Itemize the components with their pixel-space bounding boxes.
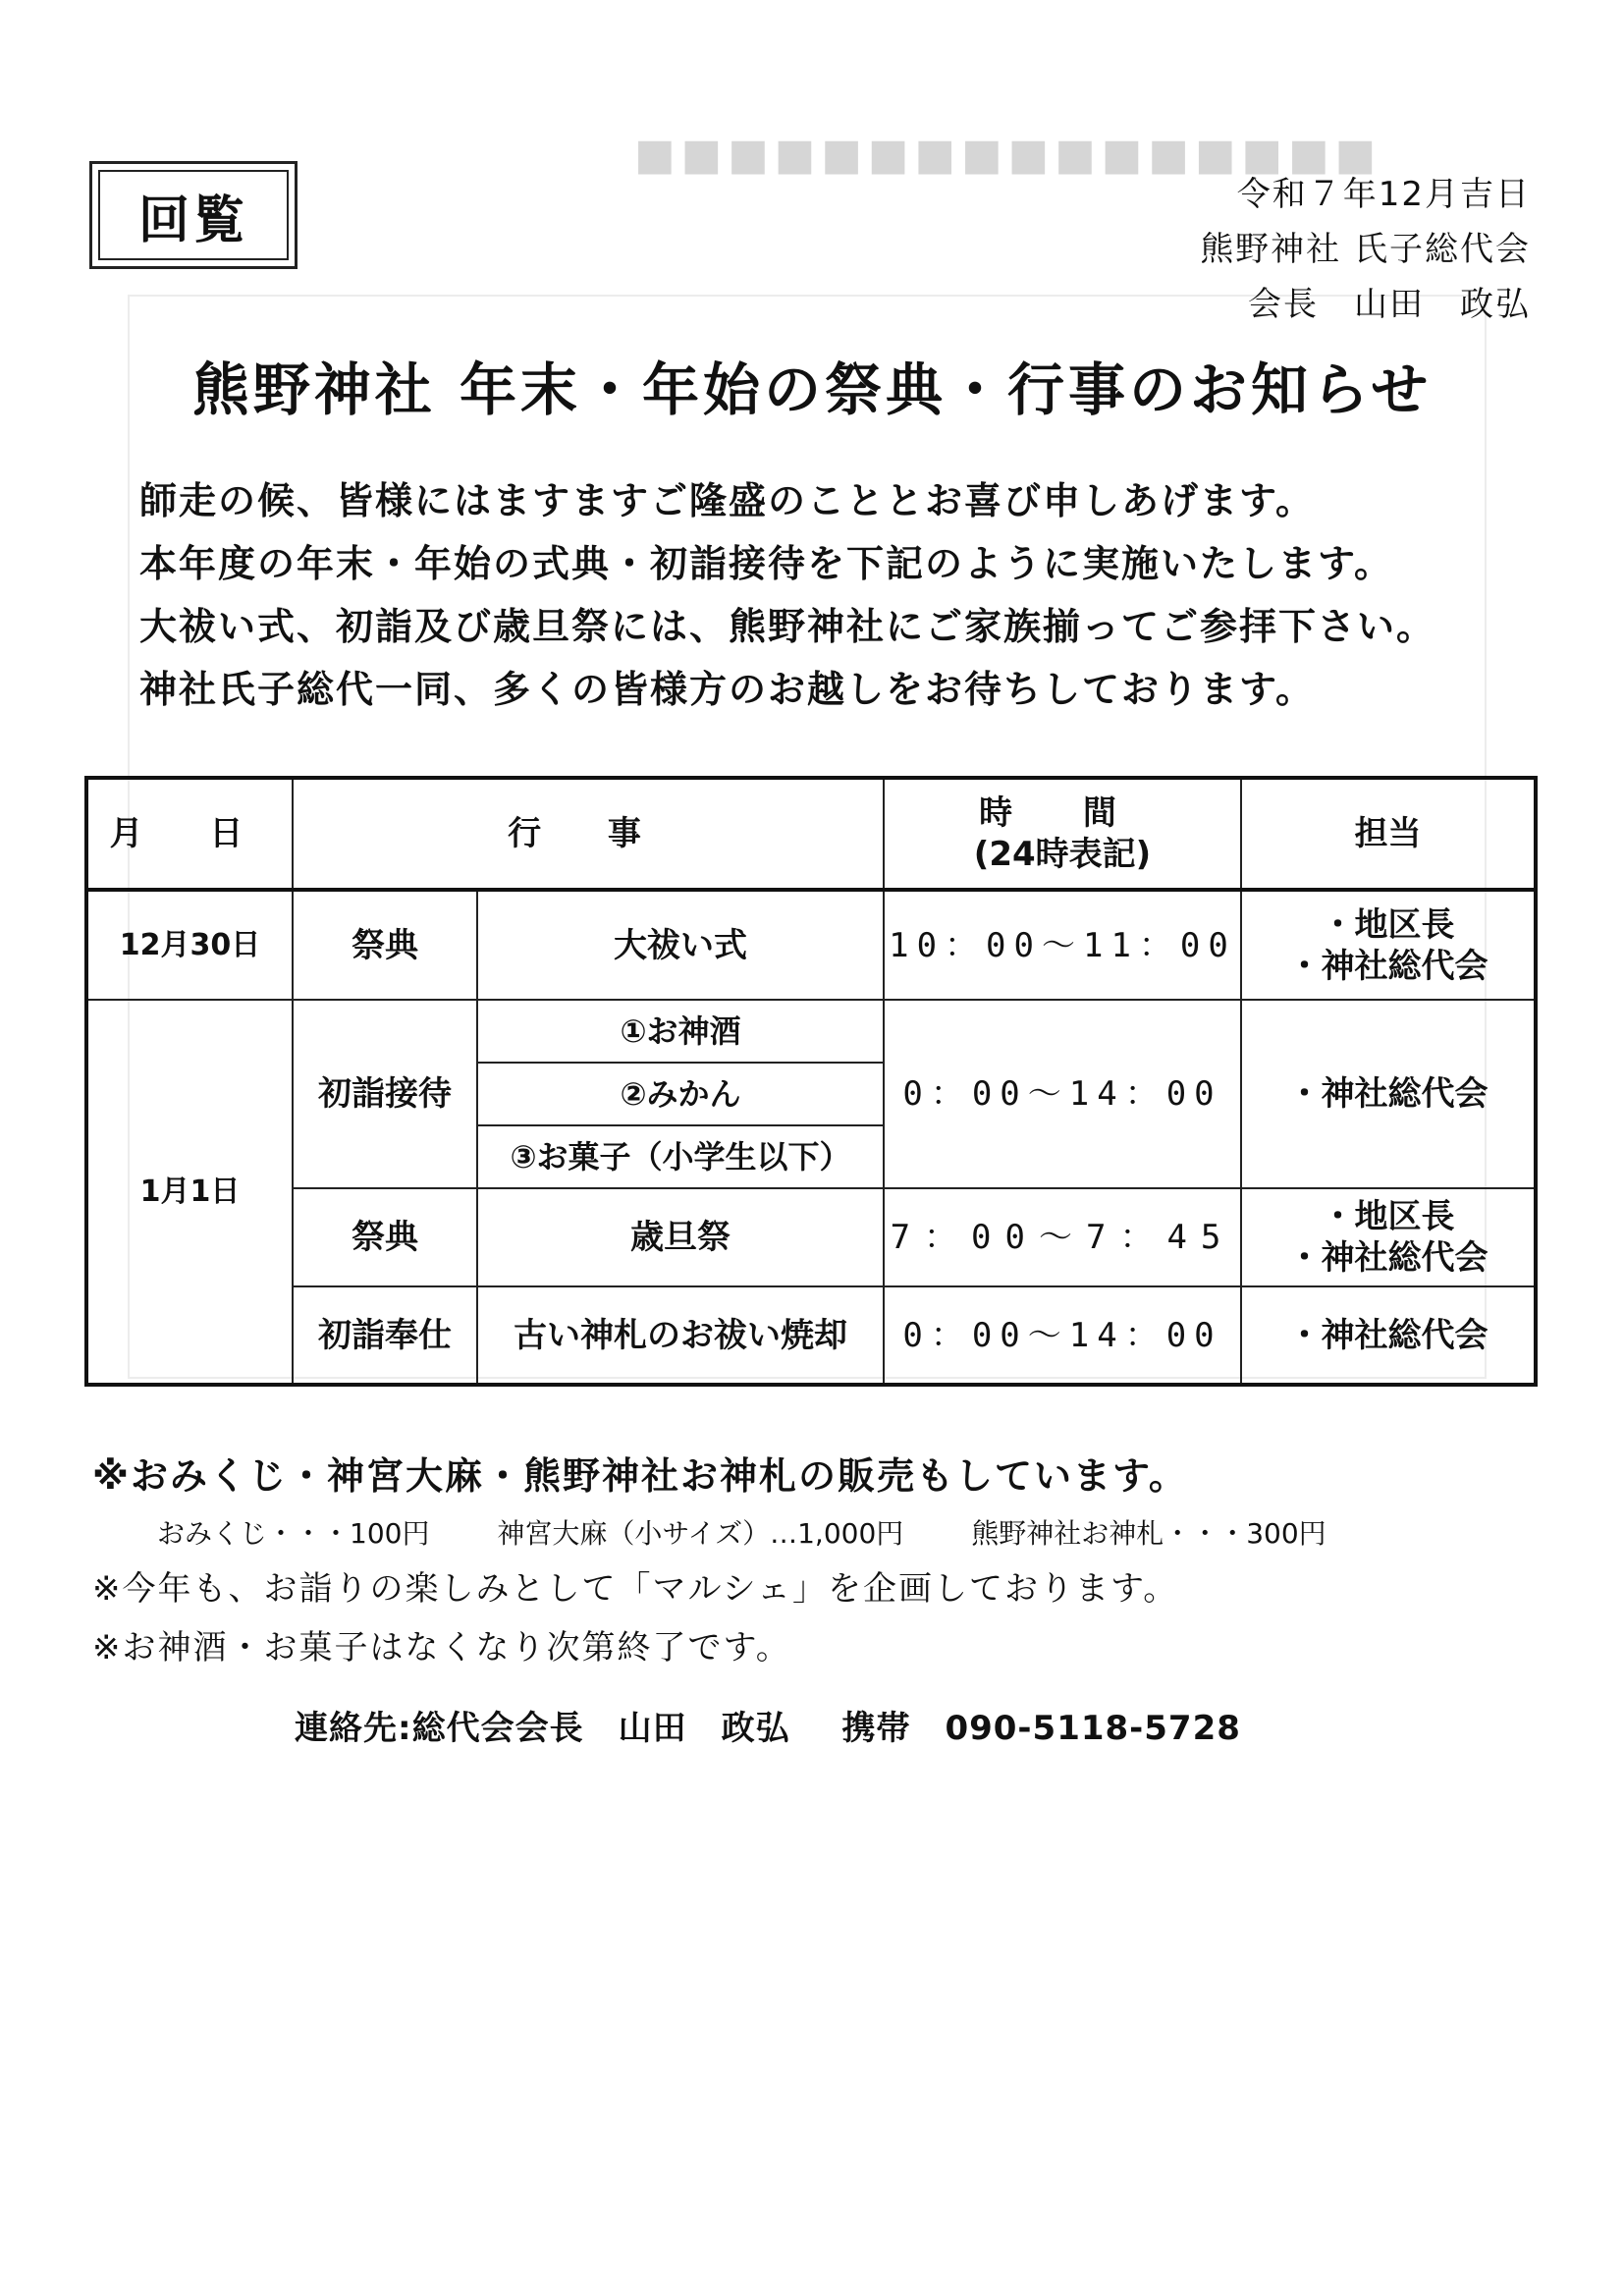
contact-name: 連絡先:総代会会長 山田 政弘 [295,1709,790,1748]
cell-time: 10：00～11：00 [884,890,1241,1000]
sales-note: ※おみくじ・神宮大麻・熊野神社お神札の販売もしています。 [92,1454,1188,1498]
bleed-through-text: ■■■■■■■■■■■■■■■■ [628,130,1377,180]
intro-line: 大祓い式、初詣及び歳旦祭には、熊野神社にご家族揃ってご参拝下さい。 [139,605,1436,648]
cell-item: ③お菓子（小学生以下） [477,1125,884,1188]
header-date: 月 日 [86,778,293,890]
contact-info [295,1701,1280,1749]
table-row [86,890,1536,1000]
cell-time: 0：00～14：00 [884,1000,1241,1188]
header-person: 担当 [1241,778,1536,890]
price-taima: 神宮大麻（小サイズ）…1,000円 [497,1517,904,1550]
table-header-row [86,778,1536,890]
cell-date: 1月1日 [86,1000,293,1385]
cell-type: 初詣奉仕 [293,1286,477,1385]
cell-event: 古い神札のお祓い焼却 [477,1286,884,1385]
table-row [86,1286,1536,1385]
intro-paragraph [139,469,1435,721]
header-event: 行 事 [293,778,884,890]
cell-item: ②みかん [477,1063,884,1125]
cell-event: 大祓い式 [477,890,884,1000]
price-omikuji: おみくじ・・・100円 [157,1517,430,1550]
cell-item: ①お神酒 [477,1000,884,1063]
sender-block [1200,167,1531,332]
intro-line: 師走の候、皆様にはますますご隆盛のこととお喜び申しあげます。 [139,479,1315,522]
page-title: 熊野神社 年末・年始の祭典・行事のお知らせ [191,356,1433,423]
cell-event: 歳旦祭 [477,1188,884,1286]
cell-type: 祭典 [293,1188,477,1286]
sender-organization: 熊野神社 氏子総代会 [1200,230,1531,269]
cell-person: ・地区長 ・神社総代会 [1241,1188,1536,1286]
circulation-stamp [89,161,298,269]
cell-type: 祭典 [293,890,477,1000]
cell-person: ・神社総代会 [1241,1286,1536,1385]
cell-person: ・神社総代会 [1241,1000,1536,1188]
circulation-stamp-label: 回覧 [98,170,289,260]
marche-note: ※今年も、お詣りの楽しみとして「マルシェ」を企画しております。 [92,1569,1179,1609]
cell-date: 12月30日 [86,890,293,1000]
issue-date: 令和７年12月吉日 [1236,175,1531,214]
intro-line: 本年度の年末・年始の式典・初詣接待を下記のように実施いたします。 [139,542,1393,585]
sender-chair: 会長 山田 政弘 [1248,285,1531,324]
intro-line: 神社氏子総代一同、多くの皆様方のお越しをお待ちしております。 [139,668,1315,711]
contact-phone: 携帯 090-5118-5728 [841,1709,1241,1748]
schedule-table [84,776,1538,1387]
price-ofuda: 熊野神社お神札・・・300円 [971,1517,1326,1550]
cell-time: 0：00～14：00 [884,1286,1241,1385]
cell-person: ・地区長 ・神社総代会 [1241,890,1536,1000]
price-list [157,1512,1385,1552]
end-note: ※お神酒・お菓子はなくなり次第終了です。 [92,1628,791,1667]
table-row [86,1000,1536,1063]
table-row [86,1188,1536,1286]
cell-type: 初詣接待 [293,1000,477,1188]
header-time: 時 間 (24時表記) [884,778,1241,890]
cell-time: 7：00～7：45 [884,1188,1241,1286]
